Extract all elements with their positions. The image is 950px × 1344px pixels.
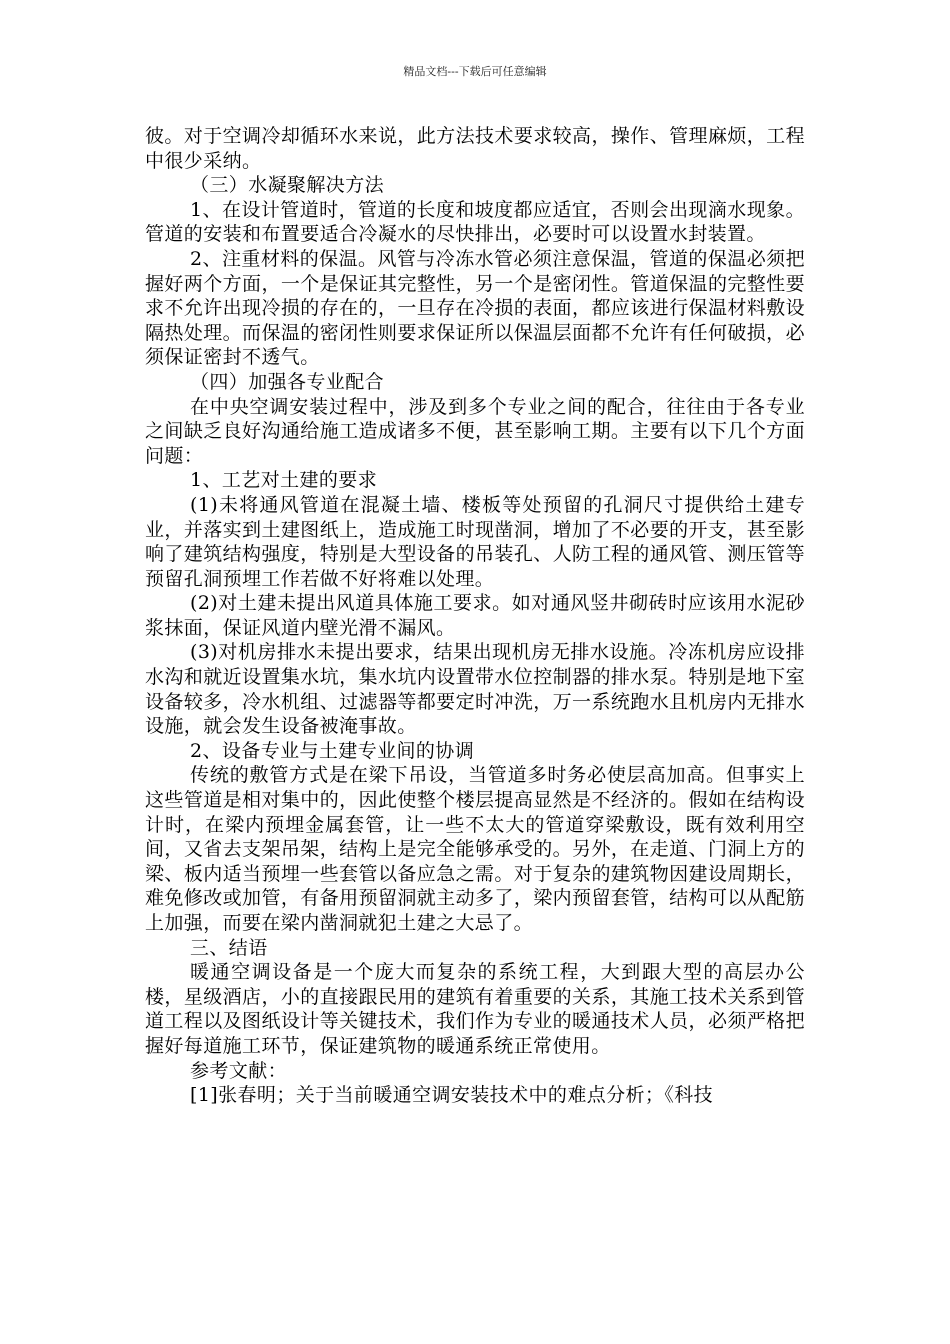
section-heading: （三）水凝聚解决方法	[190, 174, 385, 197]
body-paragraph: (3)对机房排水未提出要求，结果出现机房无排水设施。冷冻机房应设排水沟和就近设置集水坑，集水坑内设置带水位控制器的排水泵。特别是地下室设备较多，冷水机组、过滤器等都要定时冲洗，万一系统跑水且机房内无排水设施，就会发生设备被淹事故。	[145, 641, 805, 738]
body-paragraph: 暖通空调设备是一个庞大而复杂的系统工程，大到跟大型的高层办公楼，星级酒店，小的直接跟民用的建筑有着重要的关系，其施工技术关系到管道工程以及图纸设计等关键技术，我们作为专业的暖通技术人员，必须严格把握好每道施工环节，保证建筑物的暖通系统正常使用。	[145, 961, 805, 1057]
body-paragraph: 在中央空调安装过程中，涉及到多个专业之间的配合，往往由于各专业之间缺乏良好沟通给施工造成诸多不便，甚至影响工期。主要有以下几个方面问题：	[145, 395, 805, 467]
subsection-heading: 2、设备专业与土建专业间的协调	[190, 739, 475, 762]
body-paragraph: 彼。对于空调冷却循环水来说，此方法技术要求较高，操作、管理麻烦，工程中很少采纳。	[145, 125, 805, 172]
section-heading: （四）加强各专业配合	[190, 370, 385, 393]
section-heading: 三、结语	[190, 936, 268, 959]
body-paragraph: (1)未将通风管道在混凝土墙、楼板等处预留的孔洞尺寸提供给土建专业，并落实到土建图纸上，造成施工时现凿洞，增加了不必要的开支，甚至影响了建筑结构强度，特别是大型设备的吊装孔、人防工程的通风管、测压管等预留孔洞预埋工作若做不好将难以处理。	[145, 493, 805, 590]
body-paragraph: (2)对土建未提出风道具体施工要求。如对通风竖井砌砖时应该用水泥砂浆抹面，保证风道内壁光滑不漏风。	[145, 592, 805, 639]
references-heading: 参考文献：	[190, 1059, 288, 1082]
page-header: 精品文档---下载后可任意编辑	[403, 65, 547, 78]
body-paragraph: 1、在设计管道时，管道的长度和坡度都应适宜，否则会出现滴水现象。管道的安装和布置要适合冷凝水的尽快排出，必要时可以设置水封装置。	[145, 198, 805, 246]
subsection-heading: 1、工艺对土建的要求	[190, 469, 378, 492]
reference-entry: [1]张春明；关于当前暖通空调安装技术中的难点分析；《科技	[190, 1084, 714, 1107]
document-body	[145, 124, 805, 1108]
body-paragraph: 传统的敷管方式是在梁下吊设，当管道多时务必使层高加高。但事实上这些管道是相对集中的，因此使整个楼层提高显然是不经济的。假如在结构设计时，在梁内预埋金属套管，让一些不太大的管道穿梁敷设，既有效利用空间，又省去支架吊架，结构上是完全能够承受的。另外，在走道、门洞上方的梁、板内适当预埋一些套管以备应急之需。对于复杂的建筑物因建设周期长，难免修改或加管，有备用预留洞就主动多了，梁内预留套管，结构可以从配筋上加强，而要在梁内凿洞就犯土建之大忌了。	[145, 764, 805, 934]
body-paragraph: 2、注重材料的保温。风管与冷冻水管必须注意保温，管道的保温必须把握好两个方面，一个是保证其完整性，另一个是密闭性。管道保温的完整性要求不允许出现冷损的存在的，一旦存在冷损的表面，都应该进行保温材料敷设隔热处理。而保温的密闭性则要求保证所以保温层面都不允许有任何破损，必须保证密封不透气。	[145, 247, 805, 369]
